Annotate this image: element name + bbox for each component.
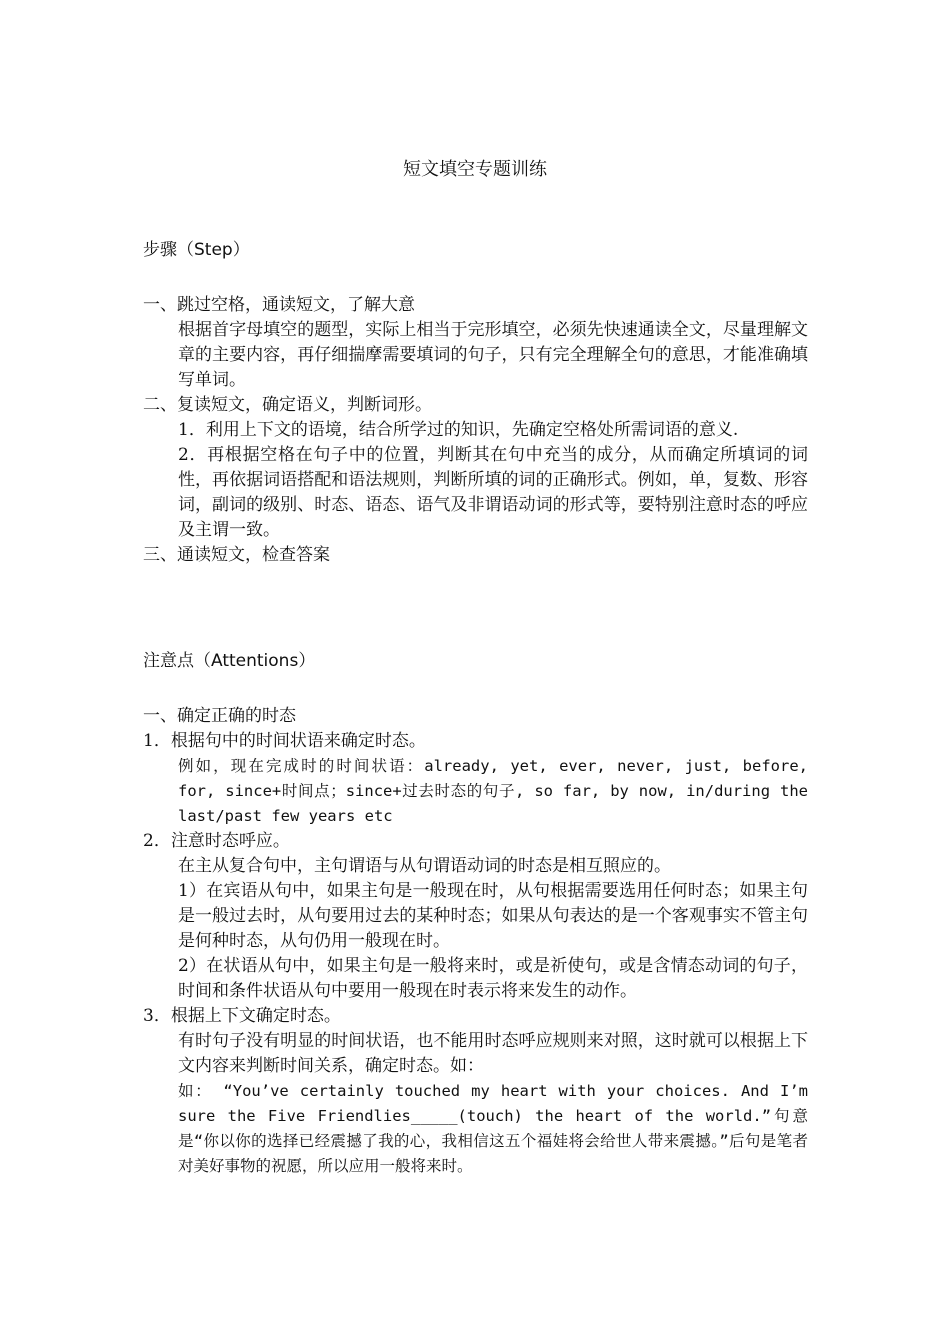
attentions-section <box>143 704 808 1179</box>
item-3-body-1: 有时句子没有明显的时间状语，也不能用时态呼应规则来对照，这时就可以根据上下文内容来判断时间关系，确定时态。如： <box>178 1031 808 1076</box>
item-2-title: 2．注意时态呼应。 <box>143 831 290 851</box>
document-title: 短文填空专题训练 <box>403 159 547 180</box>
item-2-body-1: 在主从复合句中，主句谓语与从句谓语动词的时态是相互照应的。 <box>178 856 671 876</box>
item-1-body: 例如，现在完成时的时间状语：already, yet, ever, never, just, before, for, since+时间点；since+过去时态的句子, so far, by now, in/during the last/past few years etc <box>178 757 808 825</box>
item-1-title: 1．根据句中的时间状语来确定时态。 <box>143 731 426 751</box>
step-2-point-2: 2．再根据空格在句子中的位置，判断其在句中充当的成分，从而确定所填词的词性，再依据词语搭配和语法规则，判断所填的词的正确形式。例如，单，复数、形容词，副词的级别、时态、语态、语气及非谓语动词的形式等，要特别注意时态的呼应及主谓一致。 <box>178 445 808 540</box>
steps-heading: 步骤（Step） <box>143 240 250 260</box>
item-3-title: 3．根据上下文确定时态。 <box>143 1006 341 1026</box>
attentions-heading: 注意点（Attentions） <box>143 651 316 671</box>
step-1-body: 根据首字母填空的题型，实际上相当于完形填空，必须先快速通读全文，尽量理解文章的主要内容，再仔细揣摩需要填词的句子，只有完全理解全句的意思，才能准确填写单词。 <box>178 320 808 390</box>
item-2-body-3: 2）在状语从句中，如果主句是一般将来时，或是祈使句，或是含情态动词的句子，时间和条件状语从句中要用一般现在时表示将来发生的动作。 <box>178 956 808 1001</box>
step-3-title: 三、通读短文，检查答案 <box>143 545 330 565</box>
step-1-title: 一、跳过空格，通读短文，了解大意 <box>143 295 415 315</box>
item-2-body-2: 1）在宾语从句中，如果主句是一般现在时，从句根据需要选用任何时态；如果主句是一般过去时，从句要用过去的某种时态；如果从句表达的是一个客观事实不管主句是何种时态，从句仍用一般现在时。 <box>178 881 808 951</box>
item-3-example: 如： “You’ve certainly touched my heart with your choices. And I’m sure the Five Friendlies_____(touch) the heart of the world.”句意是“你以你的选择已经震撼了我的心，我相信这五个福娃将会给世人带来震撼。”后句是笔者对美好事物的祝愿，所以应用一般将来时。 <box>178 1082 808 1175</box>
step-2-title: 二、复读短文，确定语义，判断词形。 <box>143 395 432 415</box>
steps-section <box>143 293 808 568</box>
step-2-point-1: 1．利用上下文的语境，结合所学过的知识，先确定空格处所需词语的意义. <box>178 420 739 440</box>
attention-1-title: 一、确定正确的时态 <box>143 706 296 726</box>
